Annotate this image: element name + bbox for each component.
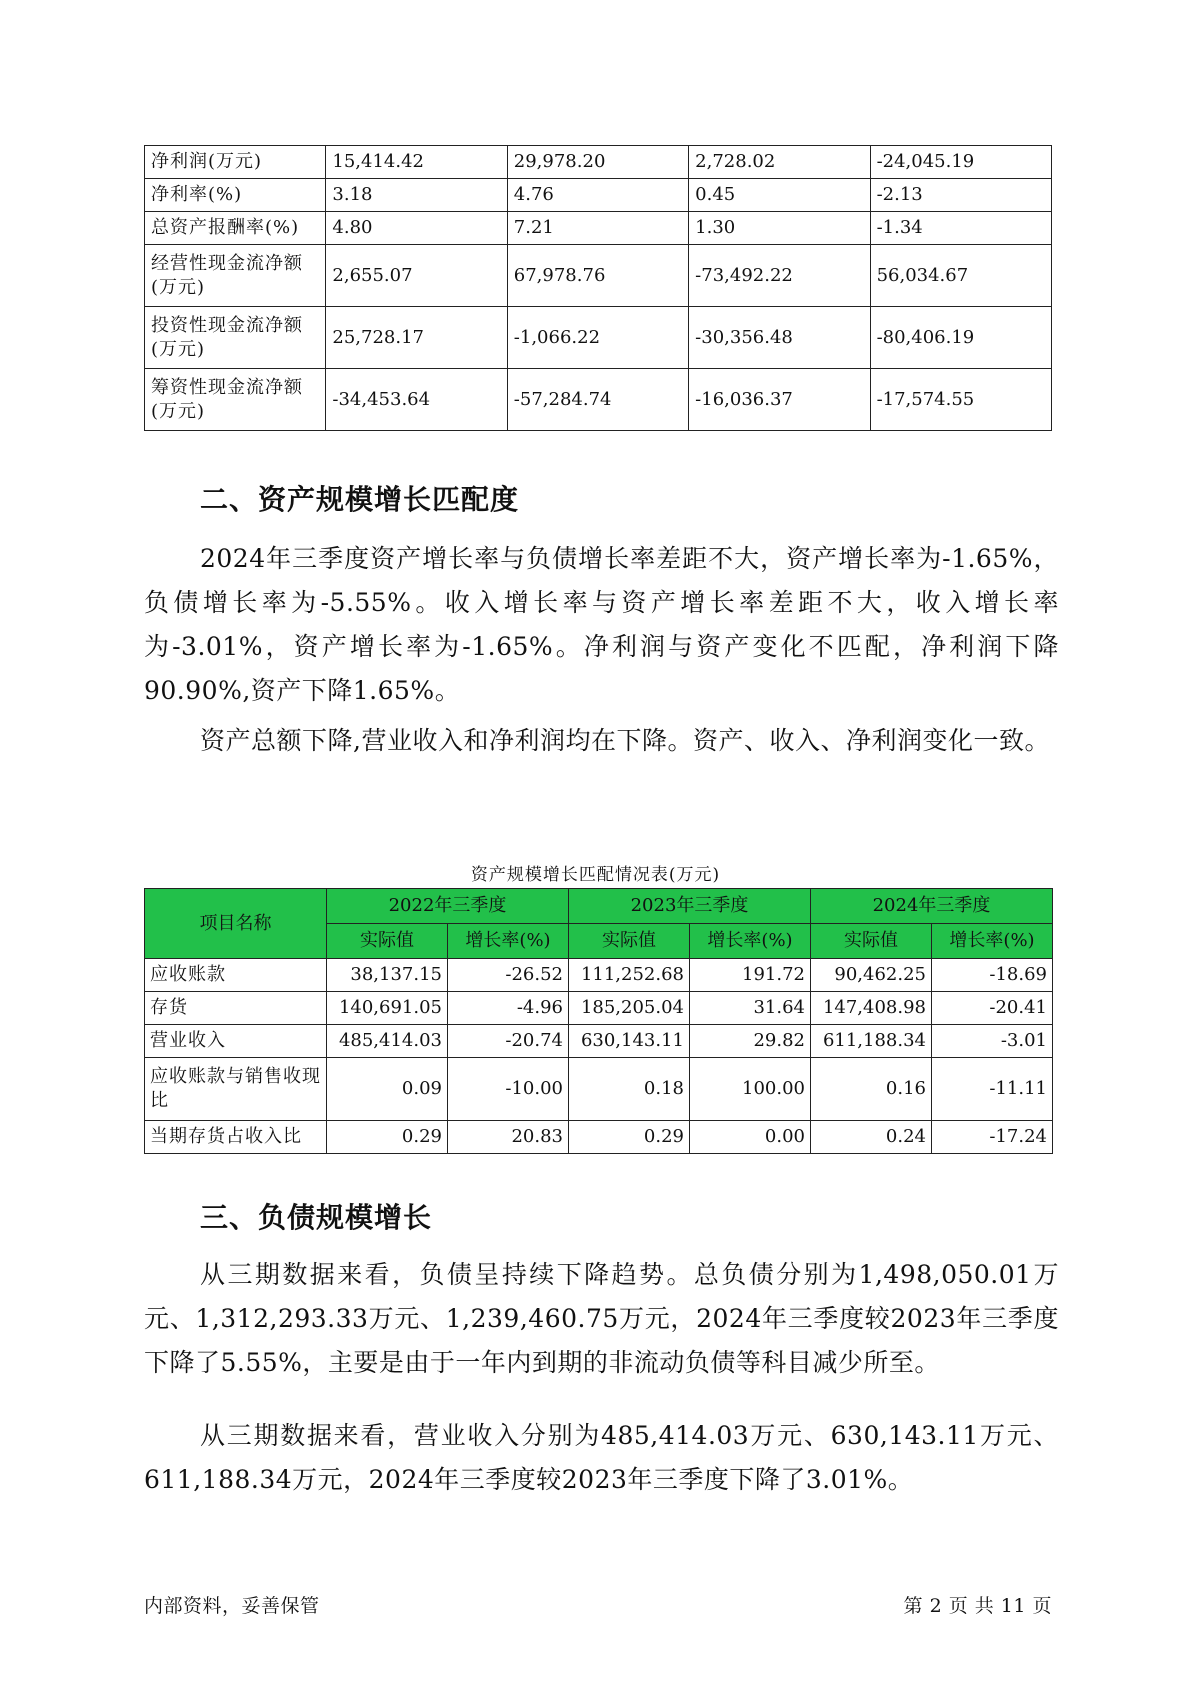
table-cell: -4.96: [448, 992, 569, 1025]
paragraph: 从三期数据来看，负债呈持续下降趋势。总负债分别为1,498,050.01万元、1,312,293.33万元、1,239,460.75万元，2024年三季度较2023年三季度下降了5.55%，主要是由于一年内到期的非流动负债等科目减少所至。: [144, 1260, 1059, 1377]
paragraph: 从三期数据来看，营业收入分别为485,414.03万元、630,143.11万元、611,188.34万元，2024年三季度较2023年三季度下降了3.01%。: [144, 1421, 1059, 1494]
table-row: [145, 992, 1053, 1025]
table-cell: -57,284.74: [507, 369, 688, 431]
table-cell: -30,356.48: [689, 307, 870, 369]
row-label: 当期存货占收入比: [145, 1121, 327, 1154]
table-row: [145, 245, 1052, 307]
table-cell: -10.00: [448, 1058, 569, 1121]
table-cell: -11.11: [932, 1058, 1053, 1121]
table-cell: -20.74: [448, 1025, 569, 1058]
table-cell: -17,574.55: [870, 369, 1051, 431]
table-cell: 0.09: [327, 1058, 448, 1121]
table-row: [145, 369, 1052, 431]
table-cell: 147,408.98: [811, 992, 932, 1025]
table-cell: 3.18: [326, 179, 507, 212]
section-heading: 二、资产规模增长匹配度: [200, 483, 520, 516]
table-cell: 7.21: [507, 212, 688, 245]
table-cell: -24,045.19: [870, 146, 1051, 179]
paragraph: 资产总额下降,营业收入和净利润均在下降。资产、收入、净利润变化一致。: [200, 726, 1050, 755]
table-row: [145, 1058, 1053, 1121]
row-label: 总资产报酬率(%): [145, 212, 326, 245]
table-cell: -20.41: [932, 992, 1053, 1025]
row-label: 投资性现金流净额(万元): [145, 307, 326, 369]
table-caption: 资产规模增长匹配情况表(万元): [470, 865, 721, 885]
table-cell: 20.83: [448, 1121, 569, 1154]
paragraph: 2024年三季度资产增长率与负债增长率差距不大，资产增长率为-1.65%，负债增长率为-5.55%。收入增长率与资产增长率差距不大，收入增长率为-3.01%，资产增长率为-1.65%。净利润与资产变化不匹配，净利润下降90.90%,资产下降1.65%。: [144, 544, 1059, 705]
row-label: 筹资性现金流净额(万元): [145, 369, 326, 431]
table-row: [145, 146, 1052, 179]
table-cell: 4.80: [326, 212, 507, 245]
period-header: 2022年三季度: [327, 889, 569, 924]
table-cell: 1.30: [689, 212, 870, 245]
page-number: 第 2 页 共 11 页: [903, 1595, 1052, 1617]
table-cell: 90,462.25: [811, 959, 932, 992]
period-header: 2024年三季度: [811, 889, 1053, 924]
section-heading: 三、负债规模增长: [200, 1201, 433, 1234]
table-row: [145, 959, 1053, 992]
table-cell: 485,414.03: [327, 1025, 448, 1058]
period-header: 2023年三季度: [569, 889, 811, 924]
table-cell: 100.00: [690, 1058, 811, 1121]
table-cell: -73,492.22: [689, 245, 870, 307]
table-cell: -17.24: [932, 1121, 1053, 1154]
table-cell: -16,036.37: [689, 369, 870, 431]
table-cell: 38,137.15: [327, 959, 448, 992]
table-cell: -1,066.22: [507, 307, 688, 369]
row-label: 存货: [145, 992, 327, 1025]
row-label: 应收账款与销售收现比: [145, 1058, 327, 1121]
table-cell: 0.16: [811, 1058, 932, 1121]
table-cell: -18.69: [932, 959, 1053, 992]
row-label: 净利率(%): [145, 179, 326, 212]
row-label: 净利润(万元): [145, 146, 326, 179]
growth-rate-header: 增长率(%): [448, 924, 569, 959]
financial-summary-table: [144, 145, 1052, 431]
table-cell: 31.64: [690, 992, 811, 1025]
table-cell: 630,143.11: [569, 1025, 690, 1058]
table-cell: 0.00: [690, 1121, 811, 1154]
table-cell: 4.76: [507, 179, 688, 212]
table-cell: 2,728.02: [689, 146, 870, 179]
actual-value-header: 实际值: [327, 924, 448, 959]
table-cell: -80,406.19: [870, 307, 1051, 369]
table-row: [145, 179, 1052, 212]
row-label: 营业收入: [145, 1025, 327, 1058]
table-cell: 67,978.76: [507, 245, 688, 307]
row-label: 经营性现金流净额(万元): [145, 245, 326, 307]
table-row: [145, 212, 1052, 245]
table-cell: -2.13: [870, 179, 1051, 212]
actual-value-header: 实际值: [811, 924, 932, 959]
asset-growth-match-table: [144, 888, 1053, 1154]
table-cell: 56,034.67: [870, 245, 1051, 307]
table-cell: 0.24: [811, 1121, 932, 1154]
table-cell: -3.01: [932, 1025, 1053, 1058]
table-cell: 25,728.17: [326, 307, 507, 369]
footer-confidential-note: 内部资料，妥善保管: [144, 1595, 320, 1617]
table-cell: 15,414.42: [326, 146, 507, 179]
table-cell: -34,453.64: [326, 369, 507, 431]
table-cell: 140,691.05: [327, 992, 448, 1025]
table-cell: -1.34: [870, 212, 1051, 245]
growth-rate-header: 增长率(%): [690, 924, 811, 959]
table-cell: 111,252.68: [569, 959, 690, 992]
table-cell: 29,978.20: [507, 146, 688, 179]
row-label: 应收账款: [145, 959, 327, 992]
actual-value-header: 实际值: [569, 924, 690, 959]
table-cell: 191.72: [690, 959, 811, 992]
table-cell: 611,188.34: [811, 1025, 932, 1058]
table-cell: 0.29: [569, 1121, 690, 1154]
header-row: [145, 889, 1053, 924]
table-cell: 29.82: [690, 1025, 811, 1058]
table-cell: 0.45: [689, 179, 870, 212]
table-cell: 185,205.04: [569, 992, 690, 1025]
table-row: [145, 1025, 1053, 1058]
table-cell: 0.29: [327, 1121, 448, 1154]
table-cell: 2,655.07: [326, 245, 507, 307]
table-row: [145, 307, 1052, 369]
table-cell: 0.18: [569, 1058, 690, 1121]
table-cell: -26.52: [448, 959, 569, 992]
growth-rate-header: 增长率(%): [932, 924, 1053, 959]
table-row: [145, 1121, 1053, 1154]
item-name-header: 项目名称: [145, 889, 327, 959]
